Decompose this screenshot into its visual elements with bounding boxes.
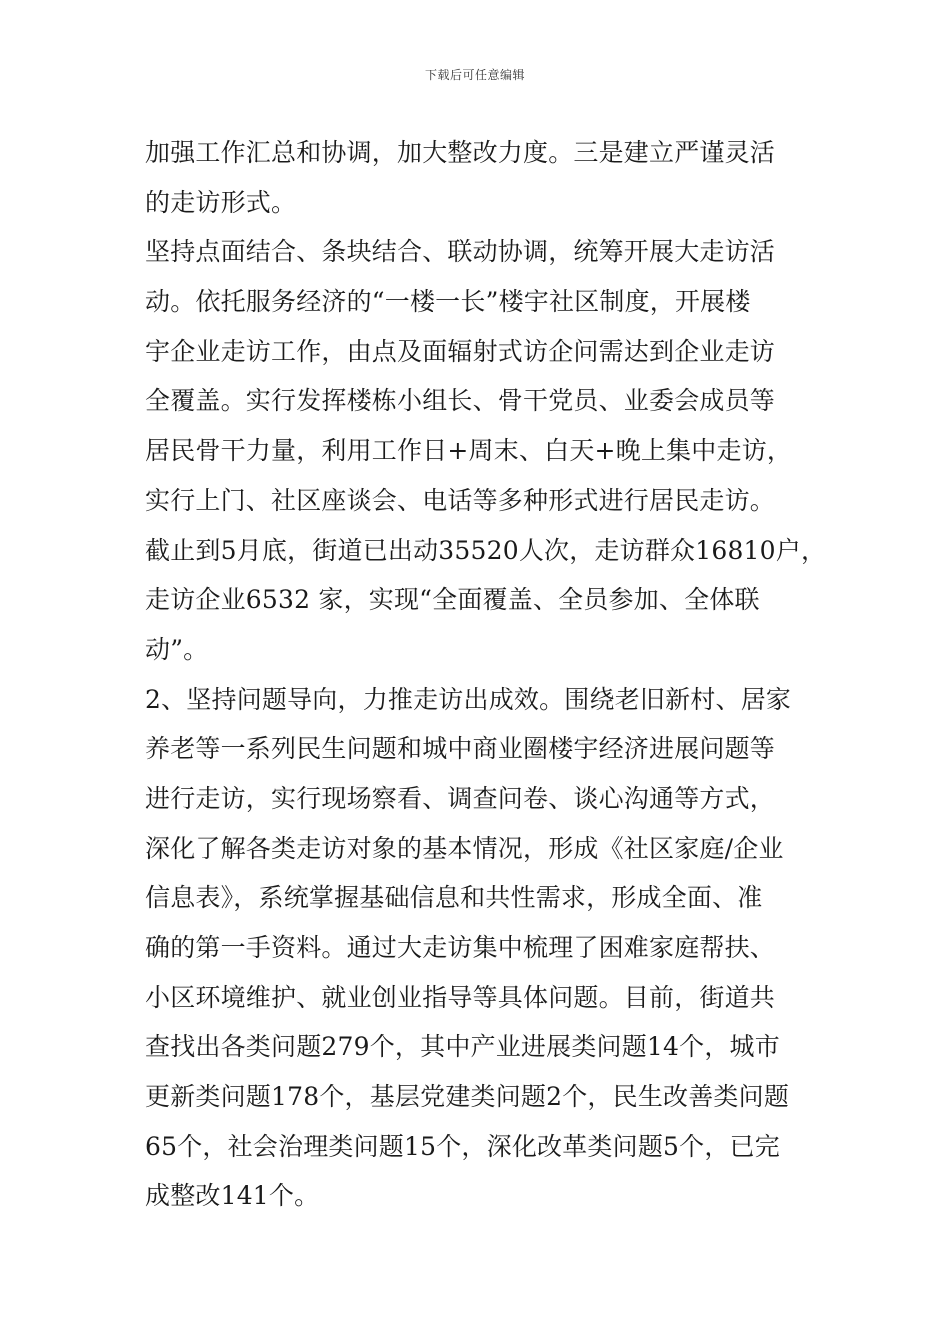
text-line: 进行走访，实行现场察看、调查问卷、谈心沟通等方式， [145, 783, 776, 813]
text-line: 确的第一手资料。通过大走访集中梳理了困难家庭帮扶、 [145, 933, 776, 962]
text-line: 小区环境维护、就业创业指导等具体问题。目前，街道共 [145, 982, 776, 1012]
text-line: 深化了解各类走访对象的基本情况，形成《社区家庭/企业 [145, 833, 784, 863]
text-line: 查找出各类问题279个，其中产业进展类问题14个，城市 [145, 1032, 780, 1062]
page-header-note: 下载后可任意编辑 [424, 68, 525, 82]
text-line: 的走访形式。 [145, 187, 297, 217]
text-line: 走访企业6532 家，实现“全面覆盖、全员参加、全体联 [145, 585, 760, 615]
body-text [145, 128, 827, 1221]
text-line: 成整改141个。 [145, 1181, 320, 1211]
text-line: 65个，社会治理类问题15个，深化改革类问题5个，已完 [145, 1131, 780, 1161]
text-line: 加强工作汇总和协调，加大整改力度。三是建立严谨灵活 [145, 138, 776, 167]
text-line: 宇企业走访工作，由点及面辐射式访企问需达到企业走访 [145, 336, 776, 366]
text-line: 全覆盖。实行发挥楼栋小组长、骨干党员、业委会成员等 [145, 386, 776, 416]
text-line: 动”。 [145, 634, 209, 664]
text-line: 坚持点面结合、条块结合、联动协调，统筹开展大走访活 [145, 237, 776, 267]
text-line: 截止到5月底，街道已出动35520人次，走访群众16810户， [145, 535, 827, 565]
text-line: 居民骨干力量，利用工作日+周末、白天+晚上集中走访， [145, 436, 793, 466]
text-line: 更新类问题178个，基层党建类问题2个，民生改善类问题 [145, 1082, 790, 1112]
text-line: 动。依托服务经济的“一楼一长”楼宇社区制度，开展楼 [145, 287, 751, 317]
text-line: 养老等一系列民生问题和城中商业圈楼宇经济进展问题等 [145, 734, 776, 764]
text-line: 2、坚持问题导向，力推走访出成效。围绕老旧新村、居家 [145, 684, 792, 714]
text-line: 实行上门、社区座谈会、电话等多种形式进行居民走访。 [145, 485, 776, 515]
text-line: 信息表》，系统掌握基础信息和共性需求，形成全面、准 [145, 883, 763, 913]
